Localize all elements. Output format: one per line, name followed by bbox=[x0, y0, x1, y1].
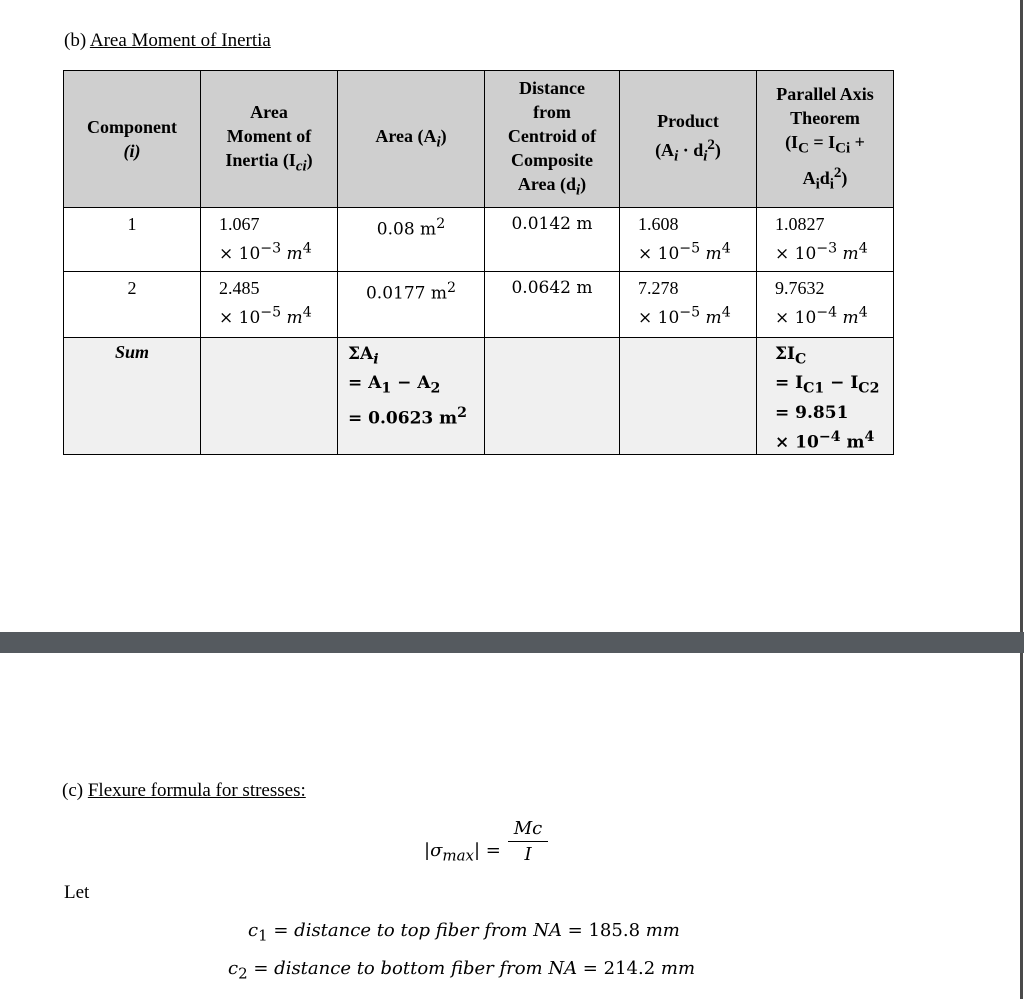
cell-inertia: 1.067 × $10^{-3}$ $m^4$ bbox=[201, 208, 338, 272]
header-distance: Distance from Centroid of Composite Area $(d_i)$ bbox=[485, 71, 620, 208]
cell-area: 0.08 $m^2$ bbox=[338, 208, 485, 272]
cell-parallel: 1.0827 × $10^{-3}$ $m^4$ bbox=[757, 208, 894, 272]
cell-product: 7.278 × $10^{-5}$ $m^4$ bbox=[620, 272, 757, 338]
definition-c2: $c_2$ = distance to bottom fiber from NA = 214.2 mm bbox=[228, 958, 696, 983]
header-area: Area $(A_i)$ bbox=[338, 71, 485, 208]
page-separator bbox=[0, 632, 1024, 653]
definition-c1: $c_1$ = distance to top fiber from NA = 185.8 mm bbox=[248, 920, 680, 945]
inertia-table bbox=[63, 70, 894, 455]
cell-empty bbox=[620, 338, 757, 455]
let-text: Let bbox=[64, 882, 90, 903]
cell-component: 2 bbox=[64, 272, 201, 338]
section-c-heading: (c) Flexure formula for stresses: bbox=[62, 780, 306, 801]
formula-fraction bbox=[508, 818, 548, 865]
cell-inertia: 2.485 × $10^{-5}$ $m^4$ bbox=[201, 272, 338, 338]
formula-numerator: Mc bbox=[513, 818, 543, 839]
cell-parallel: 9.7632 × $10^{-4}$ $m^4$ bbox=[757, 272, 894, 338]
cell-empty bbox=[485, 338, 620, 455]
table-row bbox=[64, 208, 894, 272]
cell-empty bbox=[201, 338, 338, 455]
formula-lhs: $|\sigma_{max}|$ = bbox=[424, 840, 501, 865]
header-area-moment-of-inertia: Area Moment of Inertia $(I_{ci})$ bbox=[201, 71, 338, 208]
table-header-row bbox=[64, 71, 894, 208]
cell-component: 1 bbox=[64, 208, 201, 272]
cell-product: 1.608 × $10^{-5}$ $m^4$ bbox=[620, 208, 757, 272]
header-parallel-axis-theorem: Parallel Axis Theorem ($I_C = I_{Ci}$ + $A_id_i^2$) bbox=[757, 71, 894, 208]
section-b-heading: (b) Area Moment of Inertia bbox=[64, 30, 271, 51]
formula-denominator: I bbox=[524, 844, 532, 865]
header-component: Component (i) bbox=[64, 71, 201, 208]
header-product: Product $(A_i \cdot d_i^2)$ bbox=[620, 71, 757, 208]
cell-distance: 0.0642 m bbox=[485, 272, 620, 338]
table-sum-row bbox=[64, 338, 894, 455]
cell-sum-parallel: $\Sigma I_C$ = $I_{C1} - I_{C2}$ = 9.851 × $10^{-4}$ $m^4$ bbox=[757, 338, 894, 455]
cell-area: 0.0177 $m^2$ bbox=[338, 272, 485, 338]
cell-sum-area: $\Sigma A_i$ = $A_1 - A_2$ = 0.0623 $m^2$ bbox=[338, 338, 485, 455]
table-row bbox=[64, 272, 894, 338]
cell-distance: 0.0142 m bbox=[485, 208, 620, 272]
cell-sum-label: Sum bbox=[64, 338, 201, 455]
